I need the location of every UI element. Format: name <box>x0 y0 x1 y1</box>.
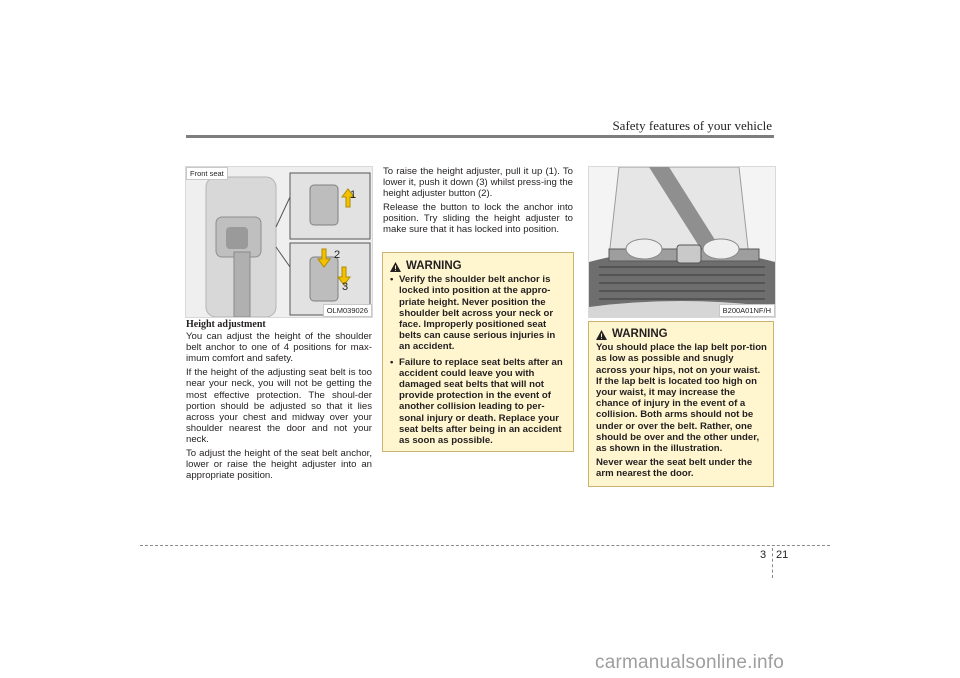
warning-item: • Verify the shoulder belt anchor is locked into position at the appro-priate height. Never position the shoulder belt across your neck or face. Improperly positioned seat belts can cause serious injuries in an accident. <box>390 274 567 352</box>
chapter-number: 3 <box>760 549 767 561</box>
middle-text-column <box>383 166 573 239</box>
warning-list <box>390 274 567 446</box>
page-number: 21 <box>776 549 789 561</box>
image-label: Front seat <box>186 167 228 180</box>
warning-triangle-icon <box>596 330 607 340</box>
front-seat-illustration <box>185 166 373 318</box>
image-code: OLM039026 <box>323 304 372 317</box>
warning-box-anchor <box>382 252 574 452</box>
warning-item: • Failure to replace seat belts after an accident could leave you with damaged seat belts that will not provide protection in the event of another collision leading to per-sonal injury or death. Replace your seat belts after being in an accident as soon as possible. <box>390 357 567 447</box>
section-title: Safety features of your vehicle <box>612 118 772 133</box>
warning-box-lap-belt <box>588 321 774 487</box>
lap-belt-illustration <box>588 166 776 318</box>
warning-heading <box>390 261 567 272</box>
footer-rule <box>140 545 830 546</box>
paragraph: To raise the height adjuster, pull it up (1). To lower it, push it down (3) whilst press-ing the height adjuster button (2). <box>383 166 573 200</box>
seatbelt-anchor-drawing <box>186 167 372 317</box>
footer-divider <box>772 548 773 578</box>
section-heading: Height adjustment <box>186 319 266 330</box>
warning-heading <box>596 329 767 340</box>
image-code: B200A01NF/H <box>719 304 775 317</box>
header-rule <box>186 135 774 138</box>
left-text-column <box>186 319 372 484</box>
paragraph: If the height of the adjusting seat belt is too near your neck, you will not be getting the most effective protection. The shoul-der portion should be adjusted so that it lies across your chest and midway over your shoulder nearest the door and not your neck. <box>186 367 372 445</box>
warning-paragraph: You should place the lap belt por-tion as low as possible and snugly across your hips, not on your waist. If the lap belt is located too high on your waist, it may increase the chance of injury in the event of a collision. Both arms should not be under or over the belt. Rather, one should be over and the other under, as shown in the illustration. <box>596 342 767 455</box>
paragraph: You can adjust the height of the shoulder belt anchor to one of 4 positions for max-imum comfort and safety. <box>186 331 372 365</box>
warning-triangle-icon <box>390 262 401 272</box>
warning-title: WARNING <box>406 260 462 272</box>
callout-2: 2 <box>334 249 341 261</box>
callout-1: 1 <box>350 189 357 201</box>
warning-title: WARNING <box>612 328 668 340</box>
warning-paragraph: Never wear the seat belt under the arm nearest the door. <box>596 457 753 480</box>
lap-belt-drawing <box>589 167 775 317</box>
paragraph: To adjust the height of the seat belt anchor, lower or raise the height adjuster into an appropriate position. <box>186 448 372 482</box>
callout-3: 3 <box>342 281 349 293</box>
paragraph: Release the button to lock the anchor into position. Try sliding the height adjuster to make sure that it has locked into position. <box>383 202 573 236</box>
watermark: carmanualsonline.info <box>595 652 785 673</box>
